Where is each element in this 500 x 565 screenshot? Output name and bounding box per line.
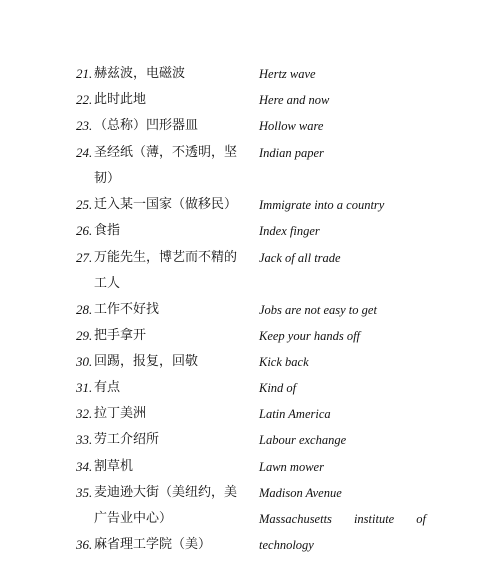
- entry-chinese: 食指: [94, 223, 121, 238]
- entry-english: technology: [259, 538, 314, 552]
- entry-english: Jack of all trade: [259, 251, 341, 265]
- entry-english: Lawn mower: [259, 460, 324, 474]
- entry-chinese: 把手拿开: [94, 328, 147, 343]
- entry-number: 27.: [76, 250, 93, 265]
- entry-english: Index finger: [259, 224, 320, 238]
- entry-english: Madison Avenue: [259, 486, 342, 500]
- entry-english: Jobs are not easy to get: [259, 303, 377, 317]
- entry-number: 29.: [76, 328, 93, 343]
- entry-number: 31.: [76, 380, 93, 395]
- entry-number: 25.: [76, 197, 93, 212]
- entry-chinese: 此时此地: [94, 92, 147, 107]
- entry-number: 34.: [76, 459, 93, 474]
- entry-chinese: 迁入某一国家（做移民）: [94, 197, 238, 212]
- entry-chinese-continued: 广告业中心）: [94, 511, 173, 526]
- entry-english: Labour exchange: [259, 433, 347, 447]
- entry-english-continued: [259, 511, 426, 527]
- entry-english: Hollow ware: [259, 119, 324, 133]
- entry-number: 21.: [76, 66, 93, 81]
- entry-number: 23.: [76, 118, 93, 133]
- entry-number: 33.: [76, 432, 93, 447]
- english-word: institute: [353, 512, 395, 526]
- entry-number: 30.: [76, 354, 93, 369]
- entry-number: 28.: [76, 302, 93, 317]
- entry-chinese: 劳工介绍所: [94, 432, 160, 447]
- entry-chinese: 回踢，报复，回敬: [94, 354, 199, 369]
- entry-english: Latin America: [259, 407, 331, 421]
- entry-chinese-continued: 韧）: [94, 171, 121, 186]
- entry-chinese: 割草机: [94, 459, 134, 474]
- entry-chinese: 麻省理工学院（美）: [94, 537, 212, 552]
- entry-chinese: 圣经纸（薄，不透明，坚: [94, 145, 238, 160]
- entry-number: 24.: [76, 145, 93, 160]
- entry-english: Hertz wave: [259, 67, 316, 81]
- entry-number: 32.: [76, 406, 93, 421]
- english-word: Massachusetts: [259, 512, 332, 526]
- entry-number: 36.: [76, 537, 93, 552]
- entry-english: Kick back: [259, 355, 309, 369]
- entry-english: Here and now: [259, 93, 330, 107]
- entry-chinese: 麦迪逊大街（美纽约，美: [94, 485, 238, 500]
- entry-english: Kind of: [259, 381, 297, 395]
- entry-number: 26.: [76, 223, 93, 238]
- entry-chinese: 有点: [94, 380, 121, 395]
- entry-chinese: 赫兹波，电磁波: [94, 66, 186, 81]
- entry-english: Indian paper: [259, 146, 324, 160]
- entry-chinese: （总称）凹形器皿: [94, 118, 199, 133]
- entry-english: Keep your hands off: [259, 329, 361, 343]
- entry-english: Immigrate into a country: [259, 198, 385, 212]
- entry-chinese: 万能先生，博艺而不精的: [94, 250, 238, 265]
- entry-chinese-continued: 工人: [94, 276, 121, 291]
- entry-chinese: 拉丁美洲: [94, 406, 147, 421]
- english-word: of: [416, 512, 426, 526]
- entry-chinese: 工作不好找: [94, 302, 160, 317]
- entry-number: 22.: [76, 92, 93, 107]
- entry-number: 35.: [76, 485, 93, 500]
